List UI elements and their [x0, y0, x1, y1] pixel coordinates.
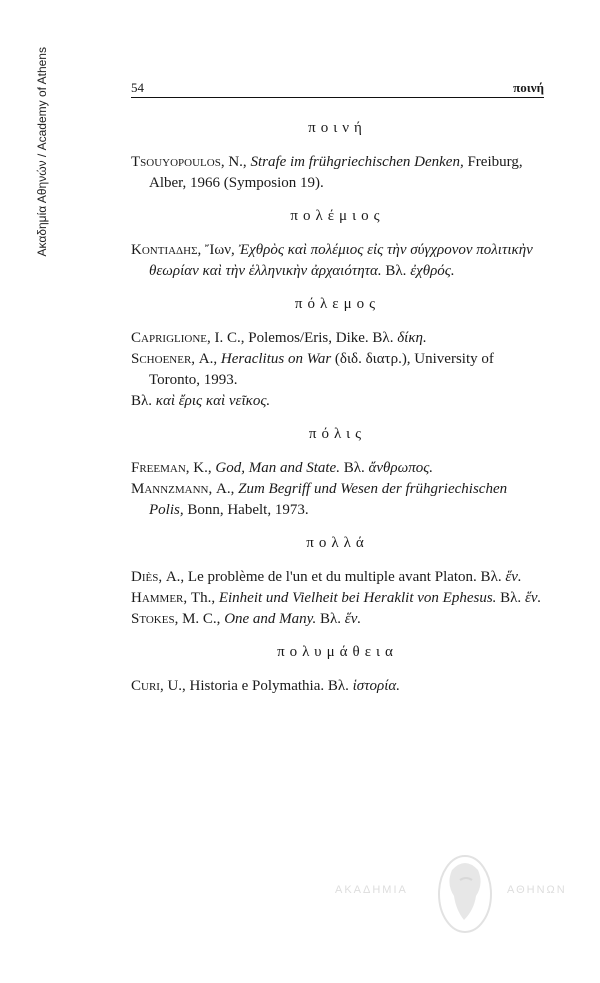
entry-title: Ἐχθρὸς καὶ πολέμιος εἰς τὴν σύγχρονον πολιτικὴν θεωρίαν καὶ τὴν ἑλληνικὴν ἀρχαιότητα.	[149, 242, 533, 279]
section-heading: πολέμιος	[290, 208, 385, 224]
bib-entry	[131, 479, 544, 521]
section-poine	[131, 118, 544, 194]
entry-details: A.,	[216, 481, 239, 497]
entry-author: Stokes,	[131, 611, 183, 627]
entry-details-2: Bonn, Habelt, 1973.	[183, 502, 309, 518]
entry-author: Diès,	[131, 569, 166, 585]
section-heading: πολλά	[306, 535, 369, 551]
entry-see: Βλ.	[131, 393, 156, 409]
entry-details: A., Le problème de l'un et du multiple avant Platon. Βλ.	[165, 569, 506, 585]
entry-details: I. C., Polemos/Eris, Dike. Βλ.	[214, 330, 398, 346]
section-heading: πολυμάθεια	[277, 644, 398, 660]
section-heading: πόλις	[308, 426, 367, 442]
entry-details: Freiburg, Alber, 1966 (Symposion 19).	[149, 154, 523, 191]
section-heading: ποινή	[308, 120, 367, 136]
entry-cross-ref: δίκη.	[397, 330, 427, 346]
bib-entry	[131, 328, 544, 349]
entry-see: Βλ.	[339, 460, 369, 476]
bibliography-body	[131, 118, 544, 697]
entry-details: U., Historia e Polymathia. Βλ.	[167, 678, 353, 694]
entry-author: Hammer,	[131, 590, 191, 606]
entry-author: Curi,	[131, 678, 168, 694]
section-polemos	[131, 294, 544, 412]
entry-cross-ref: ἐχθρός.	[410, 263, 455, 279]
bib-entry	[131, 152, 544, 194]
entry-title: God, Man and State.	[215, 460, 340, 476]
entry-details: Ἴων,	[204, 242, 239, 258]
entry-see: Βλ.	[316, 611, 345, 627]
entry-cross-ref: ἕν.	[344, 611, 362, 627]
entry-see: Βλ.	[381, 263, 411, 279]
watermark-left-text: ΑΚΑΔΗΜΙΑ	[335, 884, 408, 896]
header-rule	[131, 97, 544, 98]
entry-title: Heraclitus on War	[220, 351, 332, 367]
section-polymatheia	[131, 642, 544, 697]
entry-author: Mannzmann,	[131, 481, 217, 497]
entry-details: K.,	[193, 460, 216, 476]
entry-cross-ref: ἄνθρωπος.	[368, 460, 434, 476]
entry-details-2: (διδ. διατρ.), University of Toronto, 1993.	[149, 351, 494, 388]
entry-see: Βλ.	[496, 590, 525, 606]
bib-entry	[131, 567, 544, 588]
section-polla	[131, 533, 544, 630]
watermark-right-text: ΑΘΗΝΩΝ	[507, 884, 567, 896]
academy-watermark	[335, 850, 575, 940]
entry-title: Einheit und Vielheit bei Heraklit von Ephesus.	[218, 590, 497, 606]
entry-author: Tsouyopoulos, N.,	[131, 154, 247, 170]
page-number: 54	[131, 80, 144, 95]
bib-entry	[131, 458, 544, 479]
running-head: ποινή	[513, 80, 544, 95]
bib-entry	[131, 588, 544, 609]
bib-entry	[131, 349, 544, 391]
bib-entry	[131, 676, 544, 697]
entry-title: Zum Begriff und Wesen der frühgriechischen Polis,	[149, 481, 508, 518]
entry-details: Th.,	[190, 590, 219, 606]
section-heading: πόλεμος	[294, 296, 381, 312]
entry-author: Schoener,	[131, 351, 199, 367]
section-polemios	[131, 206, 544, 282]
entry-title: Strafe im frühgriechischen Denken,	[250, 154, 464, 170]
entry-details: M. C.,	[182, 611, 225, 627]
section-polis	[131, 424, 544, 521]
athena-head-icon	[430, 850, 500, 938]
bib-entry	[131, 609, 544, 630]
entry-author: Κοντιαδης,	[131, 242, 205, 258]
entry-details: A.,	[198, 351, 221, 367]
entry-cross-ref: καὶ ἔρις καὶ νεῖκος.	[155, 393, 271, 409]
entry-cross-ref: ἕν.	[524, 590, 542, 606]
entry-author: Freeman,	[131, 460, 194, 476]
page-header	[131, 80, 544, 98]
bib-entry	[131, 391, 544, 412]
entry-cross-ref: ἱστορία.	[352, 678, 401, 694]
entry-cross-ref: ἕν.	[505, 569, 522, 585]
entry-title: One and Many.	[224, 611, 317, 627]
bib-entry	[131, 240, 544, 282]
archive-stamp: Ακαδημία Αθηνών / Academy of Athens	[35, 47, 49, 257]
entry-author: Capriglione,	[131, 330, 215, 346]
